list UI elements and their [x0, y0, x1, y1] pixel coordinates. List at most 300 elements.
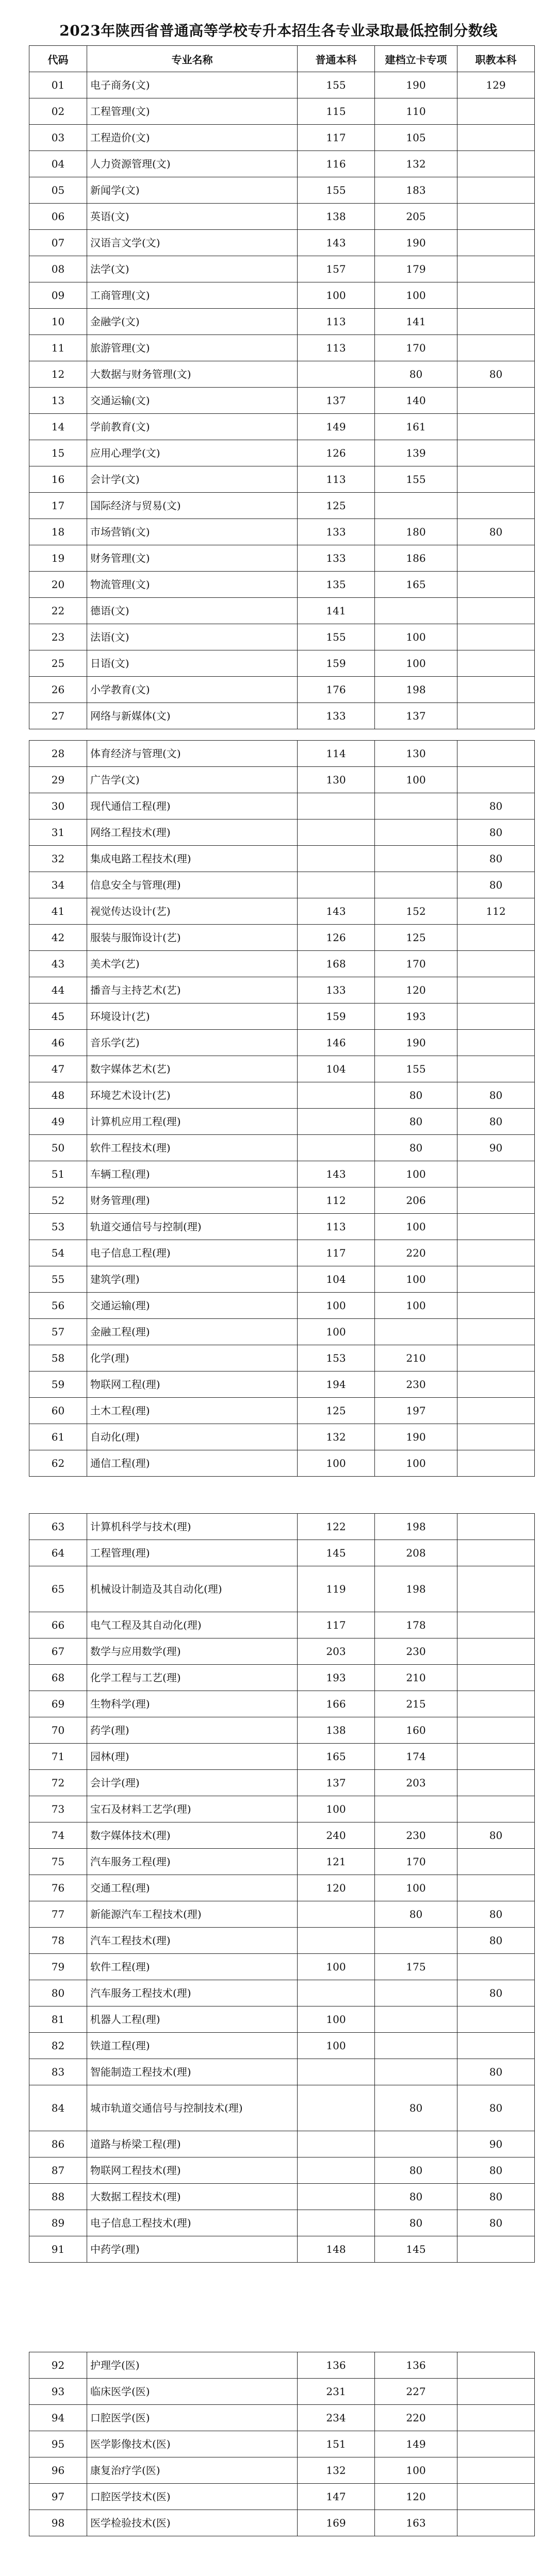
- cell-jiandang: 210: [375, 1665, 457, 1691]
- cell-code: 67: [29, 1638, 87, 1665]
- cell-putong: 100: [298, 1293, 375, 1319]
- cell-putong: [298, 1901, 375, 1928]
- cell-zhijiao: 90: [457, 1135, 535, 1161]
- cell-name: 财务管理(理): [87, 1187, 298, 1214]
- cell-code: 13: [29, 388, 87, 414]
- cell-name: 新能源汽车工程技术(理): [87, 1901, 298, 1928]
- table-row: [29, 1796, 535, 1822]
- cell-code: 59: [29, 1371, 87, 1398]
- cell-name: 汉语言文学(文): [87, 230, 298, 256]
- cell-zhijiao: [457, 1056, 535, 1082]
- cell-name: 会计学(理): [87, 1770, 298, 1796]
- cell-putong: 234: [298, 2405, 375, 2431]
- cell-putong: [298, 2157, 375, 2184]
- cell-code: 83: [29, 2059, 87, 2085]
- cell-name: 金融学(文): [87, 309, 298, 335]
- table-row: [29, 2484, 535, 2510]
- cell-putong: 169: [298, 2510, 375, 2536]
- cell-code: 29: [29, 767, 87, 793]
- cell-name: 物联网工程技术(理): [87, 2157, 298, 2184]
- cell-zhijiao: [457, 1770, 535, 1796]
- cell-code: 97: [29, 2484, 87, 2510]
- table-row: [29, 1822, 535, 1849]
- cell-jiandang: [375, 2059, 457, 2085]
- cell-jiandang: 170: [375, 951, 457, 977]
- cell-jiandang: [375, 793, 457, 819]
- table-row: [29, 598, 535, 624]
- cell-putong: [298, 361, 375, 388]
- cell-zhijiao: 80: [457, 1980, 535, 2006]
- cell-name: 新闻学(文): [87, 177, 298, 204]
- table-row: [29, 466, 535, 493]
- table-row: [29, 1849, 535, 1875]
- cell-zhijiao: [457, 545, 535, 572]
- cell-putong: 117: [298, 125, 375, 151]
- cell-name: 临床医学(医): [87, 2379, 298, 2405]
- cell-putong: 132: [298, 1424, 375, 1450]
- cell-zhijiao: 80: [457, 361, 535, 388]
- cell-zhijiao: [457, 1003, 535, 1030]
- cell-jiandang: 190: [375, 230, 457, 256]
- cell-jiandang: [375, 1980, 457, 2006]
- cell-putong: [298, 1135, 375, 1161]
- cell-putong: 119: [298, 1566, 375, 1612]
- cell-name: 国际经济与贸易(文): [87, 493, 298, 519]
- table-row: [29, 2431, 535, 2457]
- cell-zhijiao: 80: [457, 1928, 535, 1954]
- table-row: [29, 1187, 535, 1214]
- cell-zhijiao: 80: [457, 846, 535, 872]
- cell-jiandang: 203: [375, 1770, 457, 1796]
- cell-zhijiao: [457, 1266, 535, 1293]
- cell-code: 84: [29, 2085, 87, 2131]
- cell-name: 建筑学(理): [87, 1266, 298, 1293]
- cell-name: 化学工程与工艺(理): [87, 1665, 298, 1691]
- cell-putong: 104: [298, 1056, 375, 1082]
- cell-code: 43: [29, 951, 87, 977]
- cell-name: 化学(理): [87, 1345, 298, 1371]
- cell-zhijiao: [457, 677, 535, 703]
- cell-jiandang: [375, 846, 457, 872]
- cell-jiandang: 227: [375, 2379, 457, 2405]
- cell-zhijiao: [457, 466, 535, 493]
- cell-name: 物流管理(文): [87, 572, 298, 598]
- cell-name: 工程造价(文): [87, 125, 298, 151]
- cell-zhijiao: [457, 624, 535, 650]
- cell-putong: 146: [298, 1030, 375, 1056]
- cell-code: 78: [29, 1928, 87, 1954]
- table-row: [29, 1514, 535, 1540]
- cell-zhijiao: [457, 1717, 535, 1744]
- cell-putong: 117: [298, 1240, 375, 1266]
- cell-jiandang: [375, 2131, 457, 2157]
- cell-code: 94: [29, 2405, 87, 2431]
- cell-putong: 157: [298, 256, 375, 282]
- cell-name: 学前教育(文): [87, 414, 298, 440]
- cell-code: 46: [29, 1030, 87, 1056]
- cell-zhijiao: [457, 414, 535, 440]
- cell-name: 交通工程(理): [87, 1875, 298, 1901]
- cell-putong: 203: [298, 1638, 375, 1665]
- cell-code: 30: [29, 793, 87, 819]
- cell-putong: 168: [298, 951, 375, 977]
- cell-jiandang: 170: [375, 335, 457, 361]
- cell-jiandang: 80: [375, 1901, 457, 1928]
- cell-name: 电子商务(文): [87, 72, 298, 98]
- cell-code: 10: [29, 309, 87, 335]
- cell-putong: 166: [298, 1691, 375, 1717]
- table-row: [29, 846, 535, 872]
- table-row: [29, 1345, 535, 1371]
- cell-jiandang: [375, 493, 457, 519]
- table-row: [29, 650, 535, 677]
- table-row: [29, 2379, 535, 2405]
- cell-putong: 100: [298, 2033, 375, 2059]
- cell-jiandang: 80: [375, 2210, 457, 2236]
- cell-putong: 100: [298, 1450, 375, 1477]
- cell-jiandang: 193: [375, 1003, 457, 1030]
- cell-zhijiao: [457, 2457, 535, 2484]
- table-row: [29, 282, 535, 309]
- cell-jiandang: 125: [375, 925, 457, 951]
- cell-code: 74: [29, 1822, 87, 1849]
- cell-jiandang: 155: [375, 1056, 457, 1082]
- cell-jiandang: 80: [375, 361, 457, 388]
- cell-jiandang: 180: [375, 519, 457, 545]
- cell-code: 18: [29, 519, 87, 545]
- cell-putong: 231: [298, 2379, 375, 2405]
- cell-putong: 159: [298, 1003, 375, 1030]
- table-row: [29, 1691, 535, 1717]
- table-row: [29, 2457, 535, 2484]
- cell-code: 72: [29, 1770, 87, 1796]
- cell-name: 会计学(文): [87, 466, 298, 493]
- header-code: 代码: [29, 46, 87, 72]
- cell-putong: [298, 1928, 375, 1954]
- cell-jiandang: 145: [375, 2236, 457, 2263]
- cell-code: 55: [29, 1266, 87, 1293]
- table-row: [29, 256, 535, 282]
- cell-name: 道路与桥梁工程(理): [87, 2131, 298, 2157]
- cell-code: 93: [29, 2379, 87, 2405]
- cell-name: 日语(文): [87, 650, 298, 677]
- cell-zhijiao: 80: [457, 2085, 535, 2131]
- cell-jiandang: 174: [375, 1744, 457, 1770]
- table-row: [29, 951, 535, 977]
- score-table-1: [29, 45, 535, 729]
- cell-name: 城市轨道交通信号与控制技术(理): [87, 2085, 298, 2131]
- cell-zhijiao: [457, 493, 535, 519]
- cell-zhijiao: [457, 767, 535, 793]
- cell-name: 汽车服务工程(理): [87, 1849, 298, 1875]
- table-row: [29, 819, 535, 846]
- cell-code: 14: [29, 414, 87, 440]
- cell-name: 美术学(艺): [87, 951, 298, 977]
- cell-code: 45: [29, 1003, 87, 1030]
- cell-jiandang: 105: [375, 125, 457, 151]
- table-row: [29, 1240, 535, 1266]
- table-row: [29, 177, 535, 204]
- cell-zhijiao: 80: [457, 2184, 535, 2210]
- cell-zhijiao: [457, 1319, 535, 1345]
- cell-putong: 155: [298, 177, 375, 204]
- cell-zhijiao: [457, 1371, 535, 1398]
- cell-zhijiao: [457, 2510, 535, 2536]
- cell-code: 22: [29, 598, 87, 624]
- cell-jiandang: [375, 2006, 457, 2033]
- cell-jiandang: 100: [375, 1450, 457, 1477]
- header-zhijiao: 职教本科: [457, 46, 535, 72]
- cell-putong: 240: [298, 1822, 375, 1849]
- cell-zhijiao: [457, 2236, 535, 2263]
- cell-zhijiao: [457, 1665, 535, 1691]
- score-table-4: [29, 2352, 535, 2536]
- cell-name: 交通运输(文): [87, 388, 298, 414]
- page-title: 2023年陕西省普通高等学校专升本招生各专业录取最低控制分数线: [59, 22, 498, 39]
- cell-code: 25: [29, 650, 87, 677]
- cell-putong: 100: [298, 2006, 375, 2033]
- cell-name: 网络与新媒体(文): [87, 703, 298, 729]
- cell-zhijiao: [457, 1293, 535, 1319]
- cell-zhijiao: [457, 1744, 535, 1770]
- table-row: [29, 925, 535, 951]
- cell-putong: 155: [298, 72, 375, 98]
- cell-putong: 153: [298, 1345, 375, 1371]
- cell-name: 计算机应用工程(理): [87, 1109, 298, 1135]
- cell-code: 61: [29, 1424, 87, 1450]
- cell-zhijiao: 80: [457, 2059, 535, 2085]
- cell-zhijiao: [457, 151, 535, 177]
- cell-jiandang: 132: [375, 151, 457, 177]
- cell-zhijiao: [457, 230, 535, 256]
- table-row: [29, 1424, 535, 1450]
- cell-zhijiao: [457, 1214, 535, 1240]
- table-row: [29, 793, 535, 819]
- cell-code: 49: [29, 1109, 87, 1135]
- cell-jiandang: 100: [375, 282, 457, 309]
- cell-jiandang: 80: [375, 1109, 457, 1135]
- cell-code: 02: [29, 98, 87, 125]
- cell-name: 智能制造工程技术(理): [87, 2059, 298, 2085]
- cell-name: 车辆工程(理): [87, 1161, 298, 1187]
- cell-putong: 143: [298, 898, 375, 925]
- cell-jiandang: 190: [375, 1030, 457, 1056]
- table-row: [29, 204, 535, 230]
- cell-zhijiao: [457, 1566, 535, 1612]
- table-row: [29, 2059, 535, 2085]
- cell-putong: [298, 1980, 375, 2006]
- cell-jiandang: 155: [375, 466, 457, 493]
- table-row: [29, 72, 535, 98]
- table-row: [29, 741, 535, 767]
- cell-putong: 141: [298, 598, 375, 624]
- cell-name: 大数据与财务管理(文): [87, 361, 298, 388]
- cell-putong: 159: [298, 650, 375, 677]
- cell-jiandang: 100: [375, 1266, 457, 1293]
- table-row: [29, 977, 535, 1003]
- cell-zhijiao: 80: [457, 1822, 535, 1849]
- table-row: [29, 1030, 535, 1056]
- cell-code: 20: [29, 572, 87, 598]
- cell-zhijiao: [457, 925, 535, 951]
- cell-name: 市场营销(文): [87, 519, 298, 545]
- cell-jiandang: 215: [375, 1691, 457, 1717]
- cell-name: 宝石及材料工艺学(理): [87, 1796, 298, 1822]
- cell-name: 现代通信工程(理): [87, 793, 298, 819]
- cell-zhijiao: [457, 1161, 535, 1187]
- cell-zhijiao: [457, 256, 535, 282]
- cell-name: 网络工程技术(理): [87, 819, 298, 846]
- cell-code: 23: [29, 624, 87, 650]
- score-table-2: [29, 740, 535, 1477]
- cell-name: 小学教育(文): [87, 677, 298, 703]
- cell-putong: 138: [298, 204, 375, 230]
- cell-zhijiao: [457, 335, 535, 361]
- table-row: [29, 898, 535, 925]
- cell-zhijiao: [457, 1540, 535, 1566]
- cell-code: 96: [29, 2457, 87, 2484]
- cell-code: 69: [29, 1691, 87, 1717]
- table-row: [29, 703, 535, 729]
- cell-putong: 194: [298, 1371, 375, 1398]
- cell-zhijiao: [457, 2431, 535, 2457]
- cell-jiandang: 100: [375, 1293, 457, 1319]
- cell-putong: 136: [298, 2352, 375, 2379]
- cell-code: 60: [29, 1398, 87, 1424]
- cell-name: 护理学(医): [87, 2352, 298, 2379]
- cell-zhijiao: [457, 1691, 535, 1717]
- cell-jiandang: [375, 872, 457, 898]
- cell-code: 48: [29, 1082, 87, 1109]
- cell-jiandang: 170: [375, 1849, 457, 1875]
- cell-putong: 133: [298, 519, 375, 545]
- table-row: [29, 1450, 535, 1477]
- cell-code: 47: [29, 1056, 87, 1082]
- cell-jiandang: 161: [375, 414, 457, 440]
- cell-putong: 151: [298, 2431, 375, 2457]
- cell-code: 75: [29, 1849, 87, 1875]
- cell-name: 财务管理(文): [87, 545, 298, 572]
- cell-jiandang: 198: [375, 677, 457, 703]
- cell-zhijiao: [457, 125, 535, 151]
- table-row: [29, 2236, 535, 2263]
- cell-putong: 137: [298, 388, 375, 414]
- cell-putong: 132: [298, 2457, 375, 2484]
- table-row: [29, 2131, 535, 2157]
- cell-putong: 114: [298, 741, 375, 767]
- cell-putong: 143: [298, 230, 375, 256]
- cell-putong: 104: [298, 1266, 375, 1293]
- table-row: [29, 361, 535, 388]
- cell-putong: 113: [298, 309, 375, 335]
- cell-zhijiao: [457, 1450, 535, 1477]
- cell-code: 05: [29, 177, 87, 204]
- cell-code: 01: [29, 72, 87, 98]
- cell-code: 09: [29, 282, 87, 309]
- cell-name: 机器人工程(理): [87, 2006, 298, 2033]
- cell-zhijiao: [457, 204, 535, 230]
- cell-name: 汽车工程技术(理): [87, 1928, 298, 1954]
- table-row: [29, 2352, 535, 2379]
- cell-code: 12: [29, 361, 87, 388]
- cell-name: 通信工程(理): [87, 1450, 298, 1477]
- cell-code: 19: [29, 545, 87, 572]
- cell-jiandang: 197: [375, 1398, 457, 1424]
- cell-name: 电气工程及其自动化(理): [87, 1612, 298, 1638]
- cell-jiandang: 100: [375, 650, 457, 677]
- cell-zhijiao: [457, 1612, 535, 1638]
- cell-zhijiao: [457, 2379, 535, 2405]
- cell-name: 机械设计制造及其自动化(理): [87, 1566, 298, 1612]
- cell-jiandang: 120: [375, 2484, 457, 2510]
- table-row: [29, 2033, 535, 2059]
- cell-putong: 125: [298, 1398, 375, 1424]
- table-row: [29, 1954, 535, 1980]
- table-row: [29, 1371, 535, 1398]
- cell-putong: 100: [298, 1954, 375, 1980]
- cell-name: 法学(文): [87, 256, 298, 282]
- cell-name: 金融工程(理): [87, 1319, 298, 1345]
- cell-name: 口腔医学(医): [87, 2405, 298, 2431]
- cell-code: 91: [29, 2236, 87, 2263]
- cell-jiandang: 149: [375, 2431, 457, 2457]
- cell-jiandang: 137: [375, 703, 457, 729]
- table-row: [29, 1135, 535, 1161]
- cell-jiandang: [375, 2033, 457, 2059]
- cell-jiandang: 165: [375, 572, 457, 598]
- cell-zhijiao: [457, 1954, 535, 1980]
- cell-code: 68: [29, 1665, 87, 1691]
- cell-zhijiao: [457, 598, 535, 624]
- cell-putong: 133: [298, 545, 375, 572]
- cell-putong: 135: [298, 572, 375, 598]
- cell-jiandang: 179: [375, 256, 457, 282]
- cell-name: 工程管理(理): [87, 1540, 298, 1566]
- cell-name: 播音与主持艺术(艺): [87, 977, 298, 1003]
- cell-code: 07: [29, 230, 87, 256]
- cell-zhijiao: [457, 1424, 535, 1450]
- cell-name: 软件工程技术(理): [87, 1135, 298, 1161]
- cell-zhijiao: [457, 1240, 535, 1266]
- cell-putong: 121: [298, 1849, 375, 1875]
- table-row: [29, 1540, 535, 1566]
- cell-zhijiao: [457, 1875, 535, 1901]
- cell-putong: [298, 2059, 375, 2085]
- cell-zhijiao: [457, 1030, 535, 1056]
- cell-zhijiao: 80: [457, 793, 535, 819]
- cell-zhijiao: [457, 98, 535, 125]
- cell-code: 79: [29, 1954, 87, 1980]
- cell-zhijiao: 80: [457, 1082, 535, 1109]
- table-row: [29, 1082, 535, 1109]
- cell-code: 57: [29, 1319, 87, 1345]
- table-row: [29, 624, 535, 650]
- table-row: [29, 1398, 535, 1424]
- table-row: [29, 493, 535, 519]
- cell-zhijiao: 80: [457, 519, 535, 545]
- cell-jiandang: 230: [375, 1371, 457, 1398]
- cell-zhijiao: 129: [457, 72, 535, 98]
- cell-zhijiao: [457, 2033, 535, 2059]
- table-row: [29, 1665, 535, 1691]
- cell-code: 34: [29, 872, 87, 898]
- cell-jiandang: 100: [375, 767, 457, 793]
- cell-jiandang: 183: [375, 177, 457, 204]
- table-row: [29, 414, 535, 440]
- cell-jiandang: 130: [375, 741, 457, 767]
- cell-code: 53: [29, 1214, 87, 1240]
- cell-putong: [298, 846, 375, 872]
